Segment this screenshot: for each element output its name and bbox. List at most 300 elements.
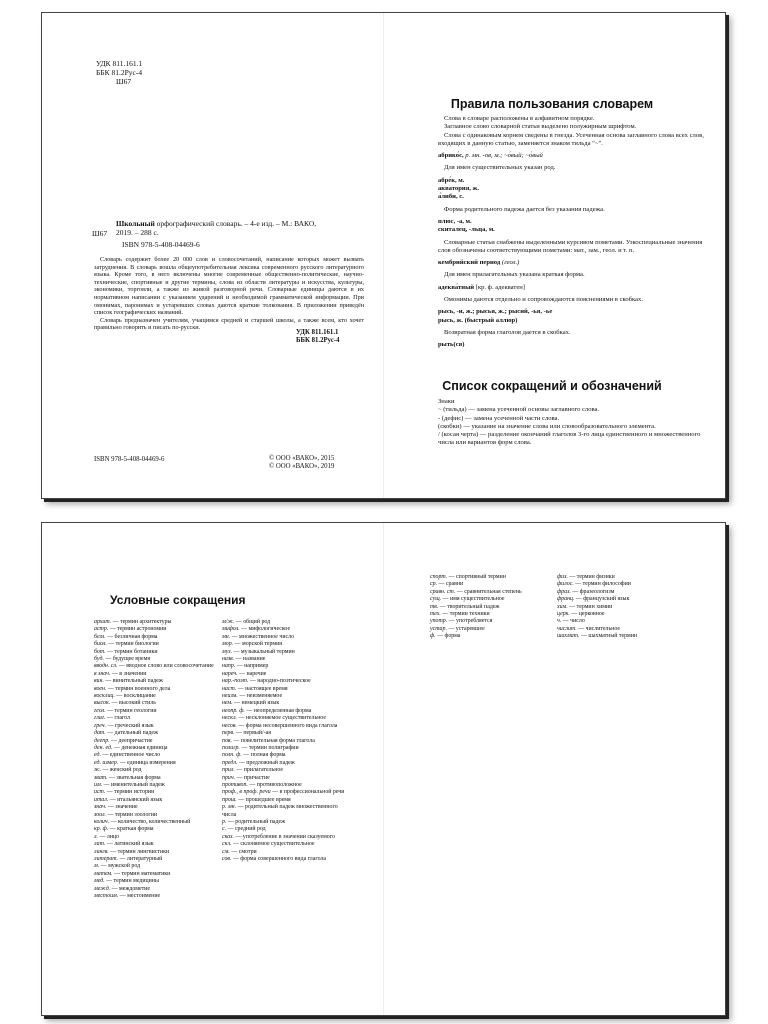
abbreviation-definition: — мифологическое bbox=[241, 626, 291, 633]
abbreviation-definition: — литературный bbox=[119, 856, 163, 862]
abbreviation-term: безл. bbox=[94, 633, 106, 640]
catalog-line2: 2019. – 288 с. bbox=[116, 228, 159, 237]
abbreviation-definition: — краткая форма bbox=[109, 826, 154, 833]
abbreviation-term: глаг. bbox=[94, 715, 106, 722]
abbreviation-entry bbox=[222, 626, 347, 633]
abbreviation-definition: — именительный падеж bbox=[103, 781, 165, 788]
abbreviation-definition: — междометие bbox=[111, 885, 150, 892]
abbreviation-term: прош. bbox=[222, 796, 237, 803]
abbreviation-entry bbox=[222, 738, 347, 745]
abbreviation-definition: — склоняемое существительное bbox=[233, 841, 315, 848]
abbreviation-term: нескл. bbox=[222, 715, 237, 722]
abbreviation-entry bbox=[222, 649, 347, 656]
rules-page bbox=[384, 13, 725, 498]
abbreviation-definition: — будущее время bbox=[105, 656, 151, 663]
abbreviations-list-title: Список сокращений и обозначений bbox=[442, 379, 662, 393]
abbreviation-definition: — французский язык bbox=[575, 596, 630, 603]
abbreviation-entry bbox=[222, 775, 347, 782]
sign-item: - (дефис) — замена усеченной части слова. bbox=[438, 414, 560, 422]
abbreviation-definition: — родительный падеж bbox=[227, 818, 286, 825]
abbreviation-definition: — несклоняемое существительное bbox=[238, 715, 326, 722]
abbreviation-definition: — в значении bbox=[111, 670, 147, 677]
abbreviation-definition: — смотри bbox=[231, 848, 257, 855]
abbreviation-entry bbox=[222, 686, 347, 693]
abbreviation-term: мед. bbox=[94, 878, 105, 885]
example-6 bbox=[438, 308, 708, 325]
abbreviation-definition: — винительный падеж bbox=[105, 678, 163, 685]
rules-body bbox=[438, 115, 708, 350]
abbreviation-entry bbox=[94, 789, 214, 796]
abbreviation-term: прич. bbox=[222, 774, 236, 781]
abbreviation-term: зоол. bbox=[94, 811, 107, 818]
abbreviation-term: неизм. bbox=[222, 693, 238, 700]
udk-right-line: УДК 811.161.1 bbox=[296, 329, 339, 336]
abbreviation-term: тех. bbox=[430, 611, 441, 618]
abbreviation-entry bbox=[430, 596, 555, 603]
abbreviation-definition: — устаревшее bbox=[448, 625, 485, 632]
abbreviation-term: греч. bbox=[94, 722, 107, 729]
abbreviation-definition: — термин архитектуры bbox=[112, 619, 172, 625]
abbreviation-term: с. bbox=[222, 826, 227, 833]
abbreviation-term: межд. bbox=[94, 885, 111, 892]
abbreviation-definition: — термин математики bbox=[114, 870, 171, 877]
abbreviation-entry bbox=[94, 641, 214, 648]
abbreviation-term: церк. bbox=[557, 611, 570, 618]
rule-intro-2: Заглавное слово словарной статьи выделено полужирным шрифтом. bbox=[444, 123, 637, 131]
abbreviation-term: нар.-поэт. bbox=[222, 678, 249, 685]
abbreviation-definition: — единица измерения bbox=[119, 759, 176, 766]
abbreviation-entry bbox=[94, 686, 214, 693]
abbreviation-definition: — музыкальный термин bbox=[233, 648, 295, 655]
abbreviation-definition: — причастие bbox=[236, 774, 270, 781]
abbreviation-entry bbox=[222, 708, 347, 715]
abbreviations-column-4 bbox=[557, 574, 682, 641]
abbreviation-term: ф. bbox=[430, 633, 436, 640]
abbreviation-term: нем. bbox=[222, 700, 233, 707]
abbreviation-term: устар. bbox=[430, 625, 447, 632]
abbreviation-term: проф., в проф. речи bbox=[222, 789, 271, 796]
sign-item: / (косая черта) — разделение окончаний глаголов 3-го лица единственного и множественного числа или вариантов форм слова. bbox=[438, 431, 701, 447]
signs-block bbox=[438, 398, 708, 448]
abbreviation-term: см. bbox=[222, 848, 230, 855]
abbreviation-entry bbox=[222, 715, 347, 722]
abbreviation-term: фраз. bbox=[557, 588, 571, 595]
abbreviation-entry bbox=[222, 656, 347, 663]
example-4 bbox=[438, 259, 708, 267]
abbreviation-entry bbox=[430, 604, 555, 611]
abbreviation-definition: — спортивный термин bbox=[448, 574, 506, 580]
abbreviation-definition: — настоящее время bbox=[237, 685, 288, 692]
catalog-title-bold: Школьный bbox=[116, 219, 155, 228]
abbreviation-entry bbox=[557, 633, 682, 640]
annotation bbox=[94, 256, 364, 332]
abbreviation-entry bbox=[430, 618, 555, 625]
abbreviation-term: мн. bbox=[222, 633, 231, 640]
abbreviations-column-3 bbox=[430, 574, 555, 641]
abbreviation-entry bbox=[94, 863, 214, 870]
abbreviation-term: мор. bbox=[222, 641, 234, 648]
cipher-line: Ш67 bbox=[116, 77, 132, 86]
abbreviation-term: местоим. bbox=[94, 893, 119, 900]
abbreviation-entry bbox=[94, 619, 214, 626]
abbreviation-term: ср. bbox=[430, 581, 438, 588]
abbreviation-term: сравн. ст. bbox=[430, 588, 456, 595]
example-1-rest: р. мн. -ов, м.; ~о́вый; ~о́вый bbox=[463, 152, 543, 160]
book-spread-bottom bbox=[41, 522, 726, 1016]
abbreviation-definition: — наречие bbox=[239, 670, 267, 677]
abbreviation-definition: — деепричастие bbox=[111, 737, 153, 744]
abbreviation-entry bbox=[222, 730, 347, 737]
abbreviation-entry bbox=[94, 878, 214, 885]
abbreviation-term: биол. bbox=[94, 641, 107, 648]
example-5-head: адеква́тный bbox=[438, 283, 475, 291]
abbreviation-definition: — восклицание bbox=[116, 693, 156, 700]
abbreviation-term: архит. bbox=[94, 619, 112, 625]
abbreviation-definition: — средний род bbox=[227, 826, 266, 833]
abbreviation-definition: — сравни bbox=[438, 581, 464, 588]
abbreviation-entry bbox=[557, 604, 682, 611]
abbreviation-definition: — термин военного дела bbox=[107, 685, 171, 692]
abbreviation-definition: — латинский язык bbox=[106, 841, 154, 848]
abbreviation-entry bbox=[94, 738, 214, 745]
abbreviation-term: сущ. bbox=[430, 596, 442, 603]
rules-title: Правила пользования словарем bbox=[450, 97, 654, 111]
abbreviation-definition: — высокий стиль bbox=[111, 700, 156, 707]
abbreviation-definition: — полная форма bbox=[243, 752, 286, 759]
abbreviation-definition: — термин полиграфии bbox=[241, 744, 299, 751]
abbreviation-term: шахмат. bbox=[557, 633, 580, 640]
abbreviation-entry bbox=[222, 849, 347, 856]
abbreviation-definition: — термин геологии bbox=[107, 707, 157, 714]
abbreviation-term: знач. bbox=[94, 804, 107, 811]
abbreviation-term: вводн. сл. bbox=[94, 663, 118, 670]
abbreviation-definition: — первый/-ая bbox=[236, 730, 271, 737]
abbreviation-entry bbox=[94, 886, 214, 893]
abbreviation-term: перв. bbox=[222, 730, 235, 737]
abbreviation-entry bbox=[94, 626, 214, 633]
abbreviation-entry bbox=[94, 730, 214, 737]
example-6-line: рысь, ж. (быстрый аллюр) bbox=[438, 316, 518, 324]
abbreviation-definition: — глагол bbox=[106, 715, 131, 722]
abbreviation-entry bbox=[94, 649, 214, 656]
abbreviation-term: л. bbox=[94, 833, 99, 840]
copyright-line-2: © ООО «ВАКО», 2019 bbox=[269, 463, 335, 470]
abbreviation-definition: — термин зоологии bbox=[107, 811, 158, 818]
abbreviation-term: в знач. bbox=[94, 670, 111, 677]
abbreviation-term: франц. bbox=[557, 596, 575, 603]
abbreviation-entry bbox=[557, 596, 682, 603]
abbreviation-entry bbox=[430, 589, 555, 596]
abbreviation-definition: — термин истории bbox=[106, 789, 155, 796]
rule-5: Для имен прилагательных указана краткая форма. bbox=[444, 271, 585, 279]
abbreviation-definition: — название bbox=[235, 656, 266, 663]
abbreviation-definition: — женский род bbox=[102, 767, 142, 774]
copyright-block bbox=[269, 455, 334, 471]
abbreviation-term: кр. ф. bbox=[94, 826, 109, 833]
imprint-page bbox=[42, 13, 383, 498]
abbreviation-entry bbox=[94, 678, 214, 685]
abbreviation-definition: — прилагательное bbox=[236, 767, 284, 774]
example-5-rest: [кр. ф. адекватен] bbox=[474, 283, 525, 291]
rule-7: Возвратная форма глаголов дается в скобках. bbox=[444, 328, 571, 336]
abbreviation-term: ед. измер. bbox=[94, 759, 119, 766]
sign-item: (скобки) — указание на значение слова или словообразовательного элемента. bbox=[438, 422, 656, 430]
abbreviation-entry bbox=[94, 841, 214, 848]
abbreviation-definition: — денежная единица bbox=[113, 744, 168, 751]
abbreviation-definition: — форма совершенного вида глагола bbox=[232, 856, 327, 862]
abbreviation-term: употр. bbox=[430, 618, 448, 625]
abbreviation-definition: — церковное bbox=[571, 611, 605, 618]
abbreviation-term: астр. bbox=[94, 626, 109, 633]
annotation-paragraph-2: Словарь предназначен учителям, учащимся средней и старшей школы, а также всем, кто хочет правильно говорить и писать по-русски. bbox=[94, 316, 364, 332]
abbreviation-term: тв. bbox=[430, 603, 439, 610]
abbreviation-entry bbox=[222, 752, 347, 759]
abbreviation-definition: — сравнительная степень bbox=[456, 588, 522, 595]
udk-block bbox=[96, 59, 142, 86]
abbreviation-entry bbox=[430, 581, 555, 588]
abbreviation-term: полн. ф. bbox=[222, 752, 242, 759]
abbreviation-term: скл. bbox=[222, 841, 232, 848]
example-1 bbox=[438, 152, 708, 160]
abbreviation-entry bbox=[557, 611, 682, 618]
abbreviation-entry bbox=[430, 633, 555, 640]
example-4-rest: (геол.) bbox=[500, 259, 520, 267]
abbreviation-term: лат. bbox=[94, 841, 106, 848]
abbreviation-entry bbox=[94, 826, 214, 833]
bbk-right-line: ББК 81.2Рус-4 bbox=[296, 337, 340, 344]
abbreviation-definition: — единственное число bbox=[102, 752, 161, 759]
abbreviation-term: назв. bbox=[222, 656, 235, 663]
signs-label: Знаки bbox=[438, 398, 455, 405]
abbreviation-term: м/ж. bbox=[222, 619, 235, 625]
abbreviation-term: числит. bbox=[557, 625, 577, 632]
abbreviation-term: физ. bbox=[557, 574, 568, 580]
example-7: рыть(ся) bbox=[438, 341, 465, 349]
abbreviation-definition: — родительный падеж множественного числа bbox=[222, 804, 338, 818]
example-2-line: абре́к, м. bbox=[438, 176, 465, 184]
abbreviation-definition: — безличная форма bbox=[107, 633, 158, 640]
abbreviation-definition: — шахматный термин bbox=[581, 633, 637, 640]
abbreviation-term: противоп. bbox=[222, 781, 248, 788]
abbreviation-term: итал. bbox=[94, 796, 109, 803]
example-3-line: плюс, -а, м. bbox=[438, 217, 472, 225]
abbreviation-definition: — прошедшее время bbox=[238, 796, 291, 803]
abbreviation-entry bbox=[94, 700, 214, 707]
abbreviation-definition: — итальянский язык bbox=[109, 796, 163, 803]
example-2 bbox=[438, 177, 708, 202]
abbreviation-term: мифол. bbox=[222, 626, 240, 633]
abbreviation-definition: — термин философии bbox=[575, 581, 631, 588]
abbreviation-entry bbox=[222, 856, 347, 863]
abbreviation-entry bbox=[557, 581, 682, 588]
abbreviation-term: зват. bbox=[94, 774, 108, 781]
abbreviation-term: бот. bbox=[94, 648, 106, 655]
abbreviation-definition: — фразеологизм bbox=[572, 588, 615, 595]
abbreviation-definition: — значение bbox=[107, 804, 138, 811]
abbreviation-term: высок. bbox=[94, 700, 111, 707]
abbreviation-entry bbox=[222, 789, 347, 796]
example-4-head: кембрийский период bbox=[438, 259, 501, 267]
abbreviation-term: р. мн. bbox=[222, 804, 237, 811]
abbreviation-entry bbox=[222, 760, 347, 767]
abbreviation-entry bbox=[222, 841, 347, 848]
abbreviation-term: ед. bbox=[94, 752, 101, 759]
rule-2: Для имен существительных указан род. bbox=[444, 164, 556, 172]
abbreviation-definition: — употребляется bbox=[448, 618, 493, 625]
rule-3: Форма родительного падежа дается без указания падежа. bbox=[444, 205, 605, 213]
copyright-line-1: © ООО «ВАКО», 2015 bbox=[269, 455, 335, 462]
abbreviation-term: пов. bbox=[222, 737, 232, 744]
abbreviation-definition: — форма bbox=[437, 633, 461, 640]
example-5 bbox=[438, 284, 708, 292]
sign-item: ~ (тильда) — замена усеченной основы заглавного слова. bbox=[438, 406, 600, 414]
example-6-line: рысь, -и, ж.; рысья, ж.; рысий, -ья, -ье bbox=[438, 308, 553, 316]
example-3 bbox=[438, 218, 708, 235]
abbreviation-definition: — общий род bbox=[235, 619, 271, 625]
example-2-line: акватория, ж. bbox=[438, 185, 479, 193]
abbreviation-definition: — неопределенная форма bbox=[246, 707, 312, 714]
bottom-isbn: ISBN 978-5-408-04469-6 bbox=[94, 456, 165, 463]
abbreviation-term: предл. bbox=[222, 759, 238, 766]
abbreviation-term: спорт. bbox=[430, 574, 448, 580]
abbreviation-entry bbox=[222, 834, 347, 841]
rule-intro-3: Слова с одинаковым корнем сведены в гнезда. Усеченная основа заглавного слова всех слов, входящих в данную статью, заменяется знаком тильда "~". bbox=[438, 131, 704, 147]
abbreviation-entry bbox=[94, 708, 214, 715]
catalog-cipher: Ш67 bbox=[92, 229, 108, 238]
abbreviation-entry bbox=[222, 723, 347, 730]
abbreviation-definition: — термин биологии bbox=[108, 641, 159, 648]
abbreviation-term: ч. bbox=[557, 618, 562, 625]
abbreviation-definition: — немецкий язык bbox=[234, 700, 280, 707]
example-2-line: а́либи, с. bbox=[438, 193, 464, 201]
abbreviation-term: деепр. bbox=[94, 737, 110, 744]
page-fold bbox=[383, 523, 384, 1015]
abbreviation-entry bbox=[94, 782, 214, 789]
abbreviation-definition: — термин физики bbox=[569, 574, 615, 580]
abbreviation-entry bbox=[94, 752, 214, 759]
abbreviation-entry bbox=[94, 723, 214, 730]
abbreviation-entry bbox=[222, 767, 347, 774]
bbk-line: ББК 81.2Рус-4 bbox=[96, 68, 143, 77]
abbreviation-term: напр. bbox=[222, 663, 236, 670]
rule-intro-1: Слова в словаре расположены в алфавитном порядке. bbox=[444, 115, 595, 122]
abbreviation-definition: — в профессиональной речи bbox=[272, 789, 345, 796]
abbreviations-column-2 bbox=[222, 619, 347, 863]
abbreviation-term: буд. bbox=[94, 656, 104, 663]
abbreviation-term: ж. bbox=[94, 767, 101, 774]
abbreviation-term: несов. bbox=[222, 722, 237, 729]
abbreviation-definition: — число bbox=[562, 618, 585, 625]
abbreviation-term: хим. bbox=[557, 603, 568, 610]
catalog-title-rest: орфографический словарь. – 4-е изд. – М.: ВАКО, bbox=[154, 219, 317, 228]
abbreviation-definition: — местоимение bbox=[119, 893, 161, 900]
rule-6: Омонимы даются отдельно и сопровождаются пояснениями в скобках. bbox=[444, 296, 643, 304]
rule-4: Словарные статьи снабжены выделенными курсивом пометами. Узкоспециальные значения слов обозначены соответствующими пометами: мат., зам., геол. и т. п. bbox=[438, 238, 703, 254]
abbreviation-definition: — противоположное bbox=[249, 781, 302, 788]
abbreviation-definition: — звательная форма bbox=[109, 774, 161, 781]
abbreviation-entry bbox=[94, 797, 214, 804]
abbreviation-term: лингв. bbox=[94, 848, 109, 855]
abbreviation-entry bbox=[94, 849, 214, 856]
abbreviation-entry bbox=[557, 618, 682, 625]
abbreviation-term: р. bbox=[222, 818, 227, 825]
book-spread-top bbox=[41, 12, 726, 499]
abbreviation-entry bbox=[94, 812, 214, 819]
abbreviation-entry bbox=[94, 893, 214, 900]
abbreviation-term: им. bbox=[94, 781, 103, 788]
abbreviation-definition: — термин ботаники bbox=[107, 648, 158, 655]
abbreviation-definition: — творительный падеж bbox=[439, 603, 500, 610]
abbreviation-definition: — предложный падеж bbox=[238, 759, 295, 766]
abbreviation-entry bbox=[94, 767, 214, 774]
abbreviation-definition: — термин лингвистики bbox=[110, 848, 170, 855]
abbreviation-definition: — вводное слово или словосочетание bbox=[118, 663, 214, 670]
abbreviation-entry bbox=[222, 671, 347, 678]
abbreviation-definition: — форма несовершенного вида глагола bbox=[238, 722, 338, 729]
abbreviation-definition: — неизменяемое bbox=[239, 693, 283, 700]
abbreviation-entry bbox=[430, 574, 555, 581]
abbreviation-term: прил. bbox=[222, 767, 235, 774]
abbreviation-term: сказ. bbox=[222, 833, 234, 840]
abbreviations-title: Условные сокращения bbox=[110, 593, 246, 607]
abbreviation-term: м. bbox=[94, 863, 100, 870]
abbreviation-term: сов. bbox=[222, 856, 232, 862]
abbreviation-definition: — повелительная форма глагола bbox=[233, 737, 315, 744]
abbreviation-term: дат. bbox=[94, 730, 106, 737]
abbreviation-term: литерат. bbox=[94, 856, 119, 862]
abbreviation-term: филос. bbox=[557, 581, 574, 588]
example-1-head: абрико́с, bbox=[438, 152, 464, 160]
catalog-record bbox=[116, 219, 378, 249]
abbreviation-entry bbox=[222, 804, 347, 819]
abbreviation-definition: — морской термин bbox=[234, 641, 283, 648]
abbreviation-definition: — термин медицины bbox=[106, 878, 159, 885]
abbreviation-entry bbox=[94, 715, 214, 722]
abbreviation-term: геол. bbox=[94, 707, 106, 714]
abbreviations-column-1 bbox=[94, 619, 214, 900]
abbreviation-definition: — термин астрономии bbox=[109, 626, 167, 633]
abbreviation-definition: — числительное bbox=[578, 625, 620, 632]
abbreviation-term: муз. bbox=[222, 648, 233, 655]
abbreviation-entry bbox=[94, 760, 214, 767]
catalog-isbn: ISBN 978-5-408-04469-6 bbox=[122, 240, 200, 249]
abbreviation-entry bbox=[94, 804, 214, 811]
abbreviation-term: вин. bbox=[94, 678, 104, 685]
abbreviation-definition: — имя существительное bbox=[442, 596, 505, 603]
abbreviation-definition: — мужской род bbox=[100, 863, 141, 870]
abbreviation-entry bbox=[94, 775, 214, 782]
abbreviation-definition: — греческий язык bbox=[107, 722, 154, 729]
abbreviation-term: матем. bbox=[94, 870, 113, 877]
abbreviation-term: наст. bbox=[222, 685, 237, 692]
abbreviation-entry bbox=[222, 700, 347, 707]
abbreviation-entry bbox=[222, 641, 347, 648]
abbreviation-definition: — употребление в значении сказуемого bbox=[235, 833, 335, 840]
abbreviation-term: неопр. ф. bbox=[222, 707, 245, 714]
abbreviation-term: восклиц. bbox=[94, 693, 115, 700]
abbreviation-term: ден. ед. bbox=[94, 744, 113, 751]
udk-right bbox=[296, 329, 340, 345]
abbreviation-definition: — термин техники bbox=[442, 611, 490, 618]
annotation-paragraph-1: Словарь содержит более 20 000 слов и словосочетаний, написание которых может вызвать затруднения. В словарь вошла общеупотребительная лексика современного русского литературного языка. Кроме того, в него включены многие современные общественно-политические, научно-технические, спортивные и другие термины, слова из области литературы и искусства, культуры, экономики, торговли, а также из живой разговорной речи. Словарные единицы даются в их нормативном написании с указанием ударений и необходимой грамматической информации. При омонимах, паронимах и устаревших словах даются краткие толкования. В приложении приведён список географических названий. bbox=[94, 256, 364, 317]
example-3-line: скиталец, -льца, м. bbox=[438, 226, 495, 234]
abbreviation-definition: — например bbox=[236, 663, 269, 670]
abbreviation-entry bbox=[222, 826, 347, 833]
abbreviation-term: колич. bbox=[94, 818, 110, 825]
abbreviation-entry bbox=[94, 663, 214, 670]
abbreviation-definition: — дательный падеж bbox=[107, 730, 159, 737]
abbreviation-definition: — множественное число bbox=[231, 633, 295, 640]
